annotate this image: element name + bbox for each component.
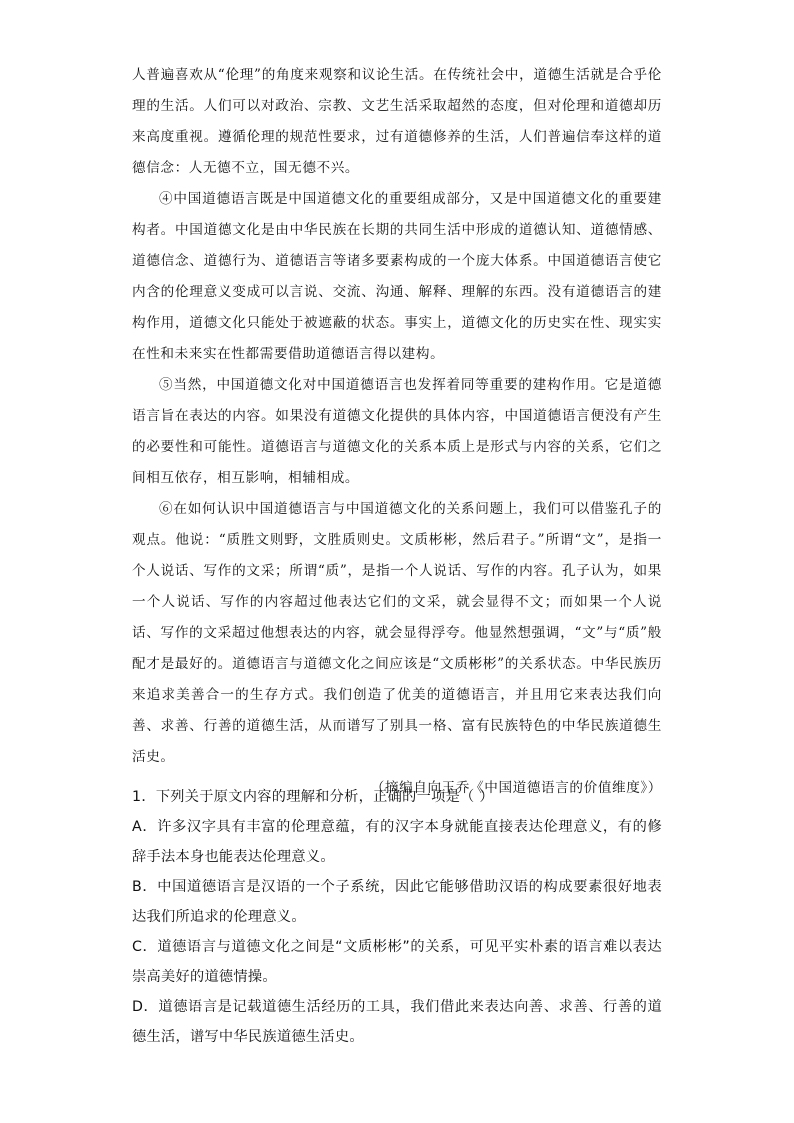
passage-source-citation: （摘编自向玉乔《中国道德语言的价值维度》） xyxy=(370,780,662,796)
passage-paragraph-6: ⑥在如何认识中国道德语言与中国道德文化的关系问题上，我们可以借鉴孔子的观点。他说：“质胜文则野，文胜质则史。文质彬彬，然后君子。”所谓“文”，是指一个人说话、写作的文采；所谓“质”，是指一个人说话、写作的内容。孔子认为，如果一个人说话、写作的内容超过他表达它们的文采，就会显得不文；而如果一个人说话、写作的文采超过他想表达的内容，就会显得浮夸。他显然想强调，“文”与“质”般配才是最好的。道德语言与道德文化之间应该是“文质彬彬”的关系状态。中华民族历来追求美善合一的生存方式。我们创造了优美的道德语言，并且用它来表达我们向善、求善、行善的道德生活，从而谱写了别具一格、富有民族特色的中华民族道德生活史。 xyxy=(132,501,662,765)
option-c: C．道德语言与道德文化之间是“文质彬彬”的关系，可见平实朴素的语言难以表达崇高美好的道德情操。 xyxy=(132,939,662,985)
option-b: B．中国道德语言是汉语的一个子系统，因此它能够借助汉语的构成要素很好地表达我们所追求的伦理意义。 xyxy=(132,879,662,925)
question-stem: 1．下列关于原文内容的理解和分析，正确的一项是（ ） xyxy=(132,789,494,805)
passage-paragraph-continued: 人普遍喜欢从“伦理”的角度来观察和议论生活。在传统社会中，道德生活就是合乎伦理的生活。人们可以对政治、宗教、文艺生活采取超然的态度，但对伦理和道德却历来高度重视。遵循伦理的规范性要求，过有道德修养的生活，人们普遍信奉这样的道德信念：人无德不立，国无德不兴。 xyxy=(132,67,662,176)
option-a: A．许多汉字具有丰富的伦理意蕴，有的汉字本身就能直接表达伦理意义，有的修辞手法本身也能表达伦理意义。 xyxy=(132,819,662,865)
option-d: D．道德语言是记载道德生活经历的工具，我们借此来表达向善、求善、行善的道德生活，谱写中华民族道德生活史。 xyxy=(132,999,662,1045)
reading-passage xyxy=(132,60,662,804)
passage-paragraph-4: ④中国道德语言既是中国道德文化的重要组成部分，又是中国道德文化的重要建构者。中国道德文化是由中华民族在长期的共同生活中形成的道德认知、道德情感、道德信念、道德行为、道德语言等诸多要素构成的一个庞大体系。中国道德语言使它内含的伦理意义变成可以言说、交流、沟通、解释、理解的东西。没有道德语言的建构作用，道德文化只能处于被遮蔽的状态。事实上，道德文化的历史实在性、现实实在性和未来实在性都需要借助道德语言得以建构。 xyxy=(132,191,662,362)
passage-paragraph-5: ⑤当然，中国道德文化对中国道德语言也发挥着同等重要的建构作用。它是道德语言旨在表达的内容。如果没有道德文化提供的具体内容，中国道德语言便没有产生的必要性和可能性。道德语言与道德文化的关系本质上是形式与内容的关系，它们之间相互依存，相互影响，相辅相成。 xyxy=(132,377,662,486)
question-block xyxy=(132,782,662,1052)
